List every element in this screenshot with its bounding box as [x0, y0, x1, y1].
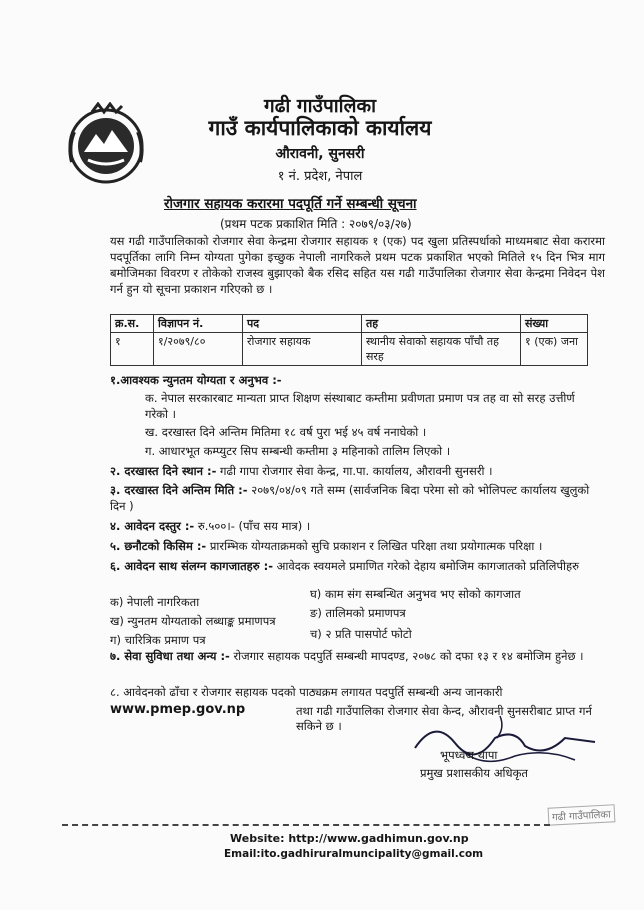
office-stamp: गढी गाउँपालिका [548, 804, 615, 825]
col-header-ad-no: विज्ञापन नं. [154, 315, 243, 333]
municipality-name: गढी गाउँपालिका [264, 95, 376, 117]
col-header-post: पद [243, 315, 362, 333]
table-row [111, 333, 588, 366]
section-1-item-b: ख. दरखास्त दिने अन्तिम मितिमा १८ वर्ष पुरा भई ४५ वर्ष ननाघेको । [145, 425, 427, 439]
section-8-text: ८. आवेदनको ढाँचा र रोजगार सहायक पदको पाठ्यक्रम लगायत पदपुर्ति सम्बन्धी अन्य जानकारी [110, 685, 503, 699]
doc-item: ख) न्युनतम योग्यताको लब्धाङ्क प्रमाणपत्र [110, 614, 276, 628]
footer-email[interactable]: Email:ito.gadhiruralmuncipality@gmail.com [224, 848, 484, 860]
section-8-rest: तथा गढी गाउँपालिका रोजगार सेवा केन्द, औरावनी सुनसरीबाट प्राप्त गर्न सकिने छ । [296, 704, 592, 733]
section-5-label: ५. छनौटको किसिम :- [110, 539, 207, 553]
doc-item: घ) काम संग सम्बन्धित अनुभव भए सोको कागजात [310, 587, 521, 601]
section-2-label: २. दरखास्त दिने स्थान :- [110, 464, 217, 478]
section-7-label: ७. सेवा सुविधा तथा अन्य :- [110, 649, 230, 663]
col-header-level: तह [362, 315, 521, 333]
section-5 [110, 538, 600, 554]
cell-sn: १ [111, 333, 154, 366]
vacancy-table [110, 314, 588, 366]
signatory-title: प्रमुख प्रशासकीय अधिकृत [420, 766, 528, 780]
doc-item: ग) चारित्रिक प्रमाण पत्र [110, 633, 206, 647]
section-3-label: ३. दरखास्त दिने अन्तिम मिति :- [110, 483, 248, 497]
section-4-label: ४. आवेदन दस्तुर :- [110, 519, 195, 533]
section-2 [110, 463, 600, 479]
section-2-text: गढी गापा रोजगार सेवा केन्द्र, गा.पा. कार्यालय, औरावनी सुनसरी । [220, 464, 493, 478]
publish-date: (प्रथम पटक प्रकाशित मिति : २०७९/०३/२७) [220, 217, 412, 231]
section-6-label: ६. आवेदन साथ संलग्न कागजातहरु :- [110, 559, 273, 573]
col-header-sn: क्र.स. [111, 315, 154, 333]
notice-subject: रोजगार सहायक करारमा पदपूर्ति गर्ने सम्बन्धी सूचना [164, 196, 417, 212]
section-1-item-c: ग. आधारभूत कम्प्युटर सिप सम्बन्धी कम्तीमा ३ महिनाको तालिम लिएको । [145, 444, 451, 458]
province-line: १ नं. प्रदेश, नेपाल [277, 169, 363, 184]
section-6-text: आवेदक स्वयमले प्रमाणित गरेको देहाय बमोजिम कागजातको प्रतिलिपीहरु [276, 559, 579, 573]
office-name: गाउँ कार्यपालिकाको कार्यालय [208, 116, 432, 140]
doc-item: च) २ प्रति पासपोर्ट फोटो [310, 627, 412, 641]
section-1-item-a: क. नेपाल सरकारबाट मान्यता प्राप्त शिक्षण संस्थाबाट कम्तीमा प्रवीणता प्रमाण पत्र तह वा सो सरह उत्तीर्ण गरेको । [145, 391, 575, 421]
footer-divider [62, 824, 550, 826]
section-5-text: प्रारम्भिक योग्यताक्रमको सुचि प्रकाशन र लिखित परिक्षा तथा प्रयोगात्मक परिक्षा । [209, 539, 543, 553]
cell-post: रोजगार सहायक [243, 333, 362, 366]
cell-level: स्थानीय सेवाको सहायक पाँचौ तह सरह [362, 333, 521, 366]
cell-count: १ (एक) जना [521, 333, 588, 366]
col-header-count: संख्या [521, 315, 588, 333]
section-1-title: १.आवश्यक न्युनतम योग्यता र अनुभव :- [110, 373, 282, 387]
cell-ad-no: १/२०७९/८० [154, 333, 243, 366]
table-header-row [111, 315, 588, 333]
footer-website[interactable]: Website: http://www.gadhimun.gov.np [230, 832, 469, 845]
section-3 [110, 482, 600, 514]
doc-item: क) नेपाली नागरिकता [110, 595, 200, 609]
doc-item: ङ) तालिमको प्रमाणपत्र [310, 606, 406, 620]
section-7-text: रोजगार सहायक पदपुर्ति सम्बन्धी मापदण्ड, २०७८ को दफा १३ र १४ बमोजिम हुनेछ । [233, 649, 584, 663]
section-6 [110, 558, 600, 574]
section-7 [110, 648, 600, 664]
pmep-link[interactable]: www.pmep.gov.np [110, 702, 246, 717]
notice-intro: यस गढी गाउँपालिकाको रोजगार सेवा केन्द्रमा रोजगार सहायक १ (एक) पद खुला प्रतिस्पर्धाको माध्यमबाट सेवा करारमा पदपूर्तिका लागि निम्न योग्यता पुगेका इच्छुक नेपाली नागरिकले प्रथम पटक प्रकाशित भएको मितिले १५ दिन भित्र माग बमोजिमका विवरण र तोकेको राजस्व बुझाएको बैक रसिद सहित यस गढी गाउँपालिका रोजगार सेवा केन्द्रमा निवेदन पेश गर्न हुन यो सूचना प्रकाशन गरिएको छ । [110, 234, 605, 296]
office-location: औरावनी, सुनसरी [275, 146, 365, 162]
municipality-emblem-icon [62, 102, 150, 186]
signatory-name: भूपध्वज थापा [440, 748, 498, 762]
section-3-text: २०७९/०४/०९ गते सम्म (सार्वजनिक बिदा परेमा सो को भोलिपल्ट कार्यालय खुलुको दिन ) [110, 483, 590, 513]
section-4 [110, 518, 600, 534]
section-4-text: रु.५००।- (पाँच सय मात्र) । [197, 519, 311, 533]
